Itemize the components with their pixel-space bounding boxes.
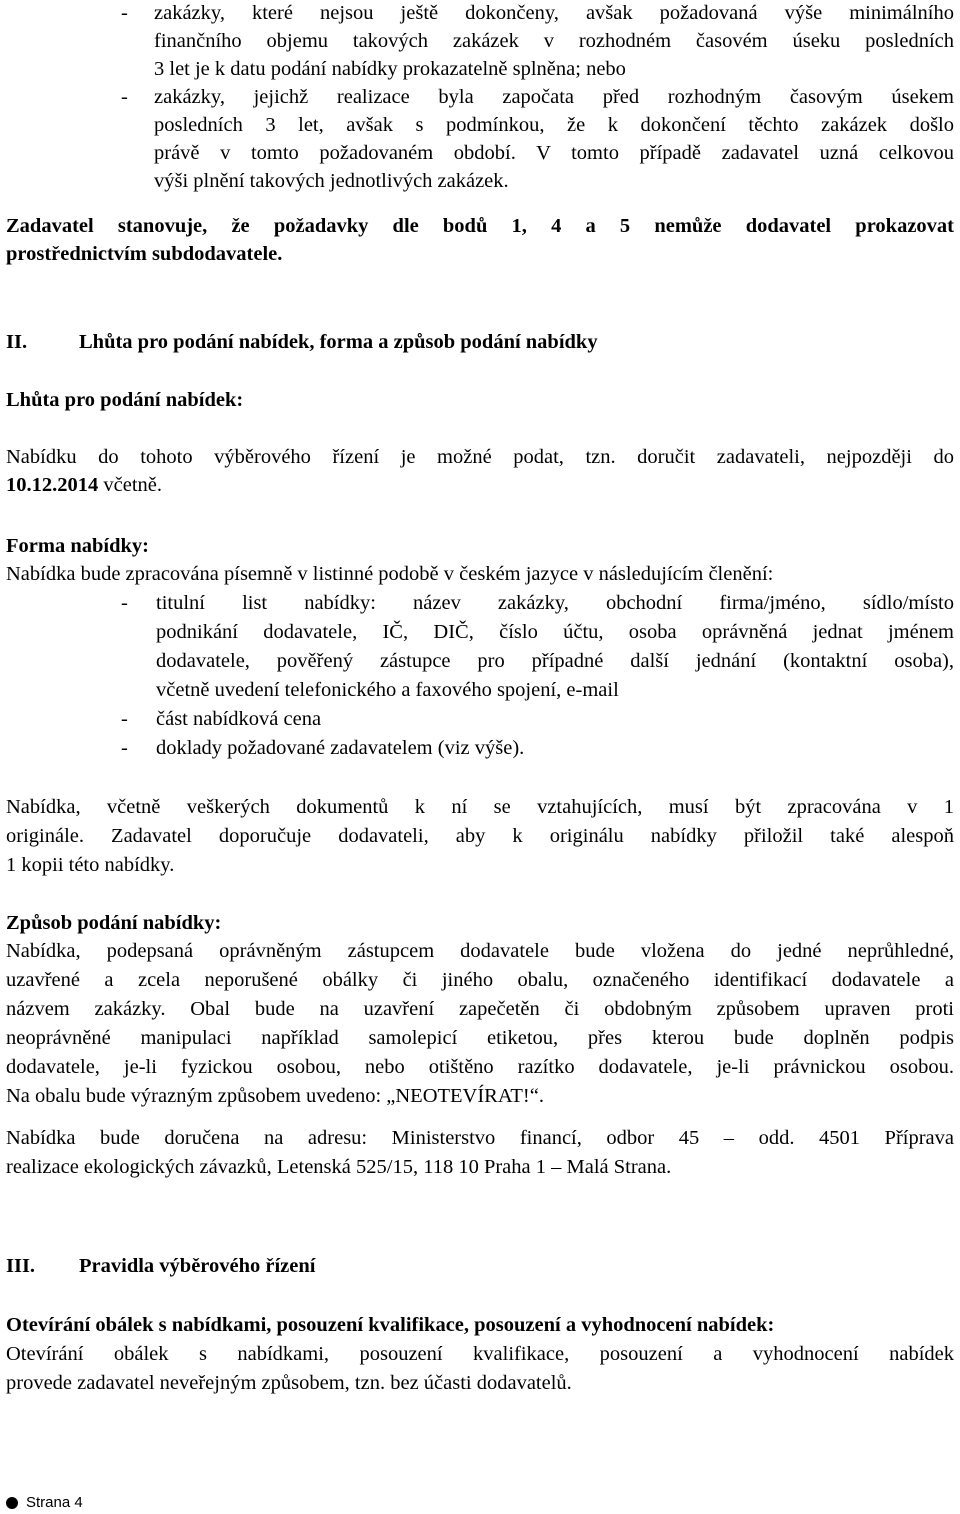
opening-heading: Otevírání obálek s nabídkami, posouzení kvalifikace, posouzení a vyhodnocení nabídek: — [6, 1314, 775, 1336]
list-item-line: zakázky, které nejsou ještě dokončeny, avšak požadovaná výše minimálního — [154, 2, 954, 24]
list-item-line: 3 let je k datu podání nabídky prokazatelně splněna; nebo — [154, 58, 626, 80]
list-dash: - — [121, 708, 128, 730]
list-item-line: posledních 3 let, avšak s podmínkou, že k dokončení těchto zakázek došlo — [154, 114, 954, 136]
deadline-text: Nabídku do tohoto výběrového řízení je možné podat, tzn. doručit zadavateli, nejpozději do — [6, 446, 954, 468]
method-text: dodavatele, je-li fyzickou osobou, nebo otištěno razítko dodavatele, je-li právnickou osobou. — [6, 1056, 954, 1078]
form-item-line: včetně uvedení telefonického a faxového spojení, e-mail — [156, 679, 619, 701]
deadline-date-line — [6, 471, 162, 499]
list-dash: - — [121, 592, 128, 614]
subcontractor-note: prostřednictvím subdodavatele. — [6, 243, 283, 265]
method-text: názvem zakázky. Obal bude na uzavření zapečetěn či obdobným způsobem upraven proti — [6, 998, 954, 1020]
list-item-line: výši plnění takových jednotlivých zakázek. — [154, 170, 509, 192]
list-item-line: finančního objemu takových zakázek v rozhodném časovém úseku posledních — [154, 30, 954, 52]
list-dash: - — [121, 86, 128, 108]
opening-text: Otevírání obálek s nabídkami, posouzení kvalifikace, posouzení a vyhodnocení nabídek — [6, 1343, 954, 1365]
form-item-line: dodavatele, pověřený zástupce pro případné další jednání (kontaktní osoba), — [156, 650, 954, 672]
form-item-line: doklady požadované zadavatelem (viz výše). — [156, 737, 525, 759]
deadline-date: 10.12.2014 — [6, 474, 99, 496]
page-number: Strana 4 — [26, 1494, 83, 1511]
form-item-line: podnikání dodavatele, IČ, DIČ, číslo účtu, osoba oprávněná jednat jménem — [156, 621, 954, 643]
subcontractor-note: Zadavatel stanovuje, že požadavky dle bodů 1, 4 a 5 nemůže dodavatel prokazovat — [6, 215, 954, 237]
section-title: Lhůta pro podání nabídek, forma a způsob podání nabídky — [79, 331, 598, 353]
bullet-icon — [6, 1497, 18, 1509]
method-text: uzavřené a zcela neporušené obálky či jiného obalu, označeného identifikací dodavatele a — [6, 969, 954, 991]
page-footer — [6, 1492, 83, 1514]
list-item-line: právě v tomto požadovaném období. V tomto případě zadavatel uzná celkovou — [154, 142, 954, 164]
form-intro: Nabídka bude zpracována písemně v listinné podobě v českém jazyce v následujícím členění: — [6, 563, 774, 585]
deadline-heading: Lhůta pro podání nabídek: — [6, 389, 244, 411]
method-text: Nabídka, podepsaná oprávněným zástupcem dodavatele bude vložena do jedné neprůhledné, — [6, 940, 954, 962]
method-text: Na obalu bude výrazným způsobem uvedeno: „NEOTEVÍRAT!“. — [6, 1085, 544, 1107]
section-number: II. — [6, 331, 28, 353]
deadline-suffix: včetně. — [98, 474, 162, 496]
list-dash: - — [121, 737, 128, 759]
original-note: 1 kopii této nabídky. — [6, 854, 175, 876]
form-item-line: titulní list nabídky: název zakázky, obchodní firma/jméno, sídlo/místo — [156, 592, 954, 614]
section-title: Pravidla výběrového řízení — [79, 1255, 316, 1277]
list-dash: - — [121, 2, 128, 24]
original-note: Nabídka, včetně veškerých dokumentů k ní se vztahujících, musí být zpracována v 1 — [6, 796, 954, 818]
opening-text: provede zadavatel neveřejným způsobem, tzn. bez účasti dodavatelů. — [6, 1372, 572, 1394]
form-heading: Forma nabídky: — [6, 535, 149, 557]
section-number: III. — [6, 1255, 36, 1277]
method-text: neoprávněné manipulaci například samolepicí etiketou, přes kterou bude doplněn podpis — [6, 1027, 954, 1049]
method-heading: Způsob podání nabídky: — [6, 912, 222, 934]
list-item-line: zakázky, jejichž realizace byla započata před rozhodným časovým úsekem — [154, 86, 954, 108]
address-text: Nabídka bude doručena na adresu: Ministerstvo financí, odbor 45 – odd. 4501 Příprava — [6, 1127, 954, 1149]
address-text: realizace ekologických závazků, Letenská 525/15, 118 10 Praha 1 – Malá Strana. — [6, 1156, 672, 1178]
form-item-line: část nabídková cena — [156, 708, 322, 730]
original-note: originále. Zadavatel doporučuje dodavateli, aby k originálu nabídky přiložil také alespoň — [6, 825, 954, 847]
